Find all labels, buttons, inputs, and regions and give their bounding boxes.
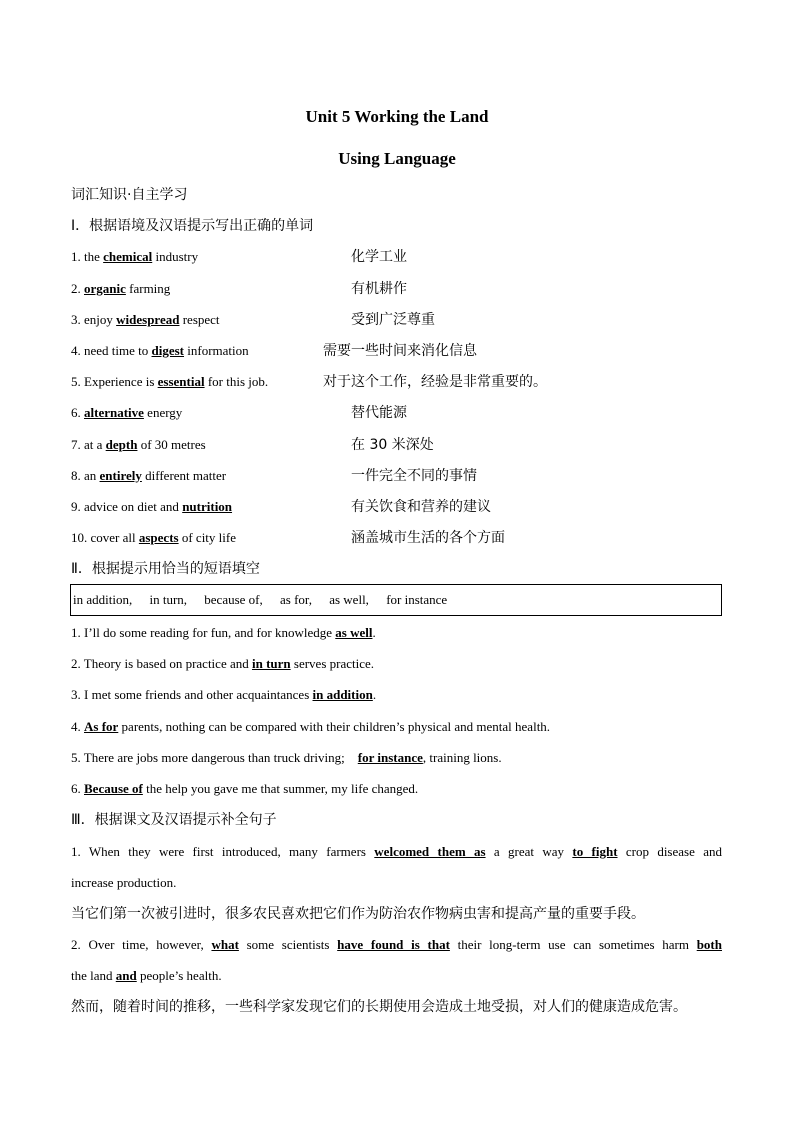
vocab-item: 9. advice on diet and nutrition <box>71 499 233 514</box>
phrase-item: 2. Theory is based on practice and in turn serves practice. <box>71 656 375 671</box>
vocab-item: 10. cover all aspects of city life <box>71 530 236 545</box>
answer-word: depth <box>105 437 138 452</box>
vocab-item-translation: 涵盖城市生活的各个方面 <box>351 530 505 546</box>
vocab-item-translation: 对于这个工作，经验是非常重要的。 <box>323 374 547 390</box>
phrase-item: 6. Because of the help you gave me that summer, my life changed. <box>71 781 419 796</box>
answer-phrase: As for <box>84 719 119 734</box>
part1-heading: Ⅰ．根据语境及汉语提示写出正确的单词 <box>71 218 314 234</box>
phrase-item: 4. As for parents, nothing can be compared with their children’s physical and mental health. <box>71 719 551 734</box>
vocab-item-translation: 一件完全不同的事情 <box>351 468 477 484</box>
answer-phrase: Because of <box>84 781 143 796</box>
vocab-item: 7. at a depth of 30 metres <box>71 437 206 452</box>
part2-heading: Ⅱ．根据提示用恰当的短语填空 <box>71 561 260 577</box>
answer-word: aspects <box>138 530 179 545</box>
vocab-item: 6. alternative energy <box>71 405 183 420</box>
phrase-item: 3. I met some friends and other acquaintances in addition. <box>71 687 377 702</box>
answer-phrase: in addition <box>312 687 373 702</box>
page-title: Unit 5 Working the Land <box>305 107 489 126</box>
vocab-item-translation: 在 30 米深处 <box>351 437 434 453</box>
part3-sentence-1: 1. When they were first introduced, many farmers welcomed them as a great way to fight crop disease and <box>71 844 722 859</box>
phrase-option: in turn, <box>149 592 188 607</box>
vocab-item: 5. Experience is essential for this job. <box>71 374 269 389</box>
part3-heading: Ⅲ．根据课文及汉语提示补全句子 <box>71 812 277 828</box>
part3-sentence-1-cn: 当它们第一次被引进时，很多农民喜欢把它们作为防治农作物病虫害和提高产量的重要手段。 <box>71 906 645 922</box>
answer-word: digest <box>151 343 185 358</box>
vocab-item: 2. organic farming <box>71 281 171 296</box>
page-subtitle: Using Language <box>338 149 456 168</box>
part3-sentence-2-cont: the land and people’s health. <box>71 968 222 983</box>
phrase-option: for instance <box>386 592 448 607</box>
section-header: 词汇知识·自主学习 <box>71 187 188 203</box>
phrase-item: 1. I’ll do some reading for fun, and for knowledge as well. <box>71 625 376 640</box>
vocab-item-translation: 有机耕作 <box>351 281 407 297</box>
answer-word: alternative <box>84 405 144 420</box>
answer-word: widespread <box>116 312 180 327</box>
phrase-option: because of, <box>204 592 263 607</box>
phrase-item: 5. There are jobs more dangerous than truck driving; for instance, training lions. <box>71 750 502 765</box>
part3-sentence-2: 2. Over time, however, what some scientists have found is that their long-term use can sometimes harm both <box>71 937 722 952</box>
phrase-option: as well, <box>329 592 369 607</box>
answer-word: nutrition <box>182 499 233 514</box>
vocab-item-translation: 有关饮食和营养的建议 <box>351 499 491 515</box>
vocab-item-translation: 需要一些时间来消化信息 <box>323 343 477 359</box>
vocab-item-translation: 化学工业 <box>351 249 407 265</box>
answer-word: essential <box>157 374 205 389</box>
phrase-option: as for, <box>280 592 312 607</box>
answer-word: chemical <box>103 249 153 264</box>
vocab-item-translation: 替代能源 <box>351 405 407 421</box>
vocab-item: 4. need time to digest information <box>71 343 249 358</box>
vocab-item: 1. the chemical industry <box>71 249 199 264</box>
part3-sentence-1-cont: increase production. <box>71 875 177 890</box>
vocab-item-translation: 受到广泛尊重 <box>351 312 435 328</box>
answer-phrase: in turn <box>251 656 291 671</box>
answer-phrase: for instance <box>357 750 423 765</box>
part3-sentence-2-cn: 然而，随着时间的推移，一些科学家发现它们的长期使用会造成土地受损，对人们的健康造成危害。 <box>71 999 687 1015</box>
answer-word: organic <box>84 281 126 296</box>
vocab-item: 3. enjoy widespread respect <box>71 312 220 327</box>
phrase-option: in addition, <box>73 592 133 607</box>
phrase-box <box>70 584 722 616</box>
answer-phrase: as well <box>335 625 373 640</box>
vocab-item: 8. an entirely different matter <box>71 468 227 483</box>
answer-word: entirely <box>99 468 142 483</box>
